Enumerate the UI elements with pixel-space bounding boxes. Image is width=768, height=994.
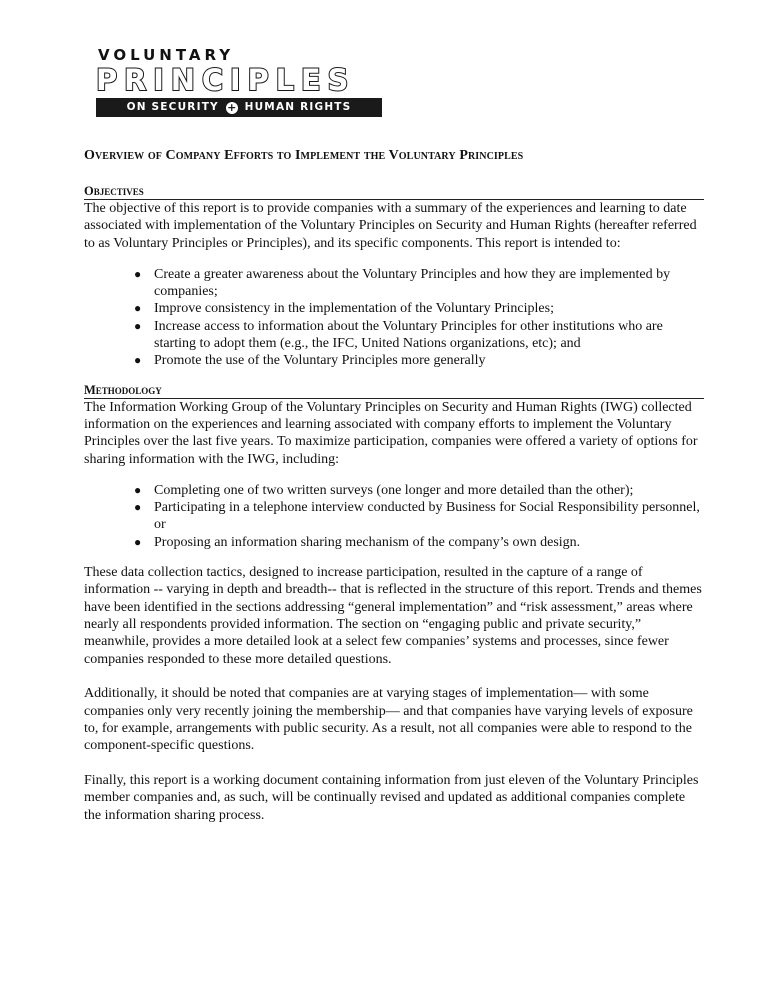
document-title: Overview of Company Efforts to Implement the Voluntary Principles	[84, 148, 524, 163]
list-item: ● Create a greater awareness about the Voluntary Principles and how they are implemented by companies;	[134, 266, 671, 300]
document-body	[84, 184, 704, 824]
voluntary-principles-logo	[96, 47, 382, 117]
logo-tagline-right: HUMAN RIGHTS	[244, 101, 352, 113]
list-item: ● Improve consistency in the implementation of the Voluntary Principles;	[134, 301, 554, 317]
list-item: ● Participating in a telephone interview conducted by Business for Social Responsibility personnel, or	[134, 500, 700, 533]
list-item: ● Completing one of two written surveys (one longer and more detailed than the other);	[134, 482, 634, 498]
methodology-bullet-list	[84, 482, 704, 551]
list-item: ● Promote the use of the Voluntary Principles more generally	[134, 353, 486, 369]
methodology-paragraph-tactics: These data collection tactics, designed to increase participation, resulted in the capture of a range of information -- varying in depth and breadth-- that is reflected in the structure of this report. Trends and themes have been identified in the sections addressing “general implementation” and “risk assessment,” areas where nearly all respondents provided information. The section on “engaging public and private security,” meanwhile, provides a more detailed look at a select few companies’ systems and processes, since fewer companies responded to these more detailed questions.	[84, 565, 702, 667]
bullet-icon: ●	[134, 534, 142, 549]
methodology-paragraph-working-document: Finally, this report is a working document containing information from just eleven of the Voluntary Principles member companies and, as such, will be continually revised and updated as additional companies complete the information sharing process.	[84, 773, 699, 823]
bullet-icon: ●	[134, 353, 142, 368]
logo-line-principles: PRINCIPLES	[96, 63, 356, 97]
bullet-icon: ●	[134, 318, 142, 333]
bullet-icon: ●	[134, 482, 142, 497]
objectives-intro: The objective of this report is to provide companies with a summary of the experiences and learning to date associated with implementation of the Voluntary Principles on Security and Human Rights (hereafter referred to as Voluntary Principles or Principles), and its specific components. This report is intended to:	[84, 201, 697, 251]
objectives-bullet-list	[84, 266, 704, 370]
methodology-intro: The Information Working Group of the Voluntary Principles on Security and Human Rights (IWG) collected information on the experiences and learning associated with company efforts to implement the Voluntary Principles over the last five years. To maximize participation, companies were offered a variety of options for sharing information with the IWG, including:	[84, 399, 698, 467]
bullet-icon: ●	[134, 266, 142, 281]
objectives-heading: Objectives	[84, 184, 704, 200]
list-item: ● Proposing an information sharing mechanism of the company’s own design.	[134, 534, 581, 550]
methodology-paragraph-stages: Additionally, it should be noted that companies are at varying stages of implementation— with some companies only very recently joining the membership— and that companies have varying levels of exposure to, for example, arrangements with public security. As a result, not all companies were able to respond to the component-specific questions.	[84, 686, 693, 754]
logo-tagline-bar	[96, 98, 382, 117]
bullet-icon: ●	[134, 500, 142, 515]
plus-icon: +	[227, 101, 237, 114]
bullet-icon: ●	[134, 301, 142, 316]
logo-line-voluntary: VOLUNTARY	[98, 46, 235, 64]
list-item: ● Increase access to information about the Voluntary Principles for other institutions who are starting to adopt them (e.g., the IFC, United Nations organizations, etc); and	[134, 318, 663, 352]
logo-tagline-left: ON SECURITY	[126, 101, 219, 113]
methodology-heading: Methodology	[84, 383, 704, 399]
